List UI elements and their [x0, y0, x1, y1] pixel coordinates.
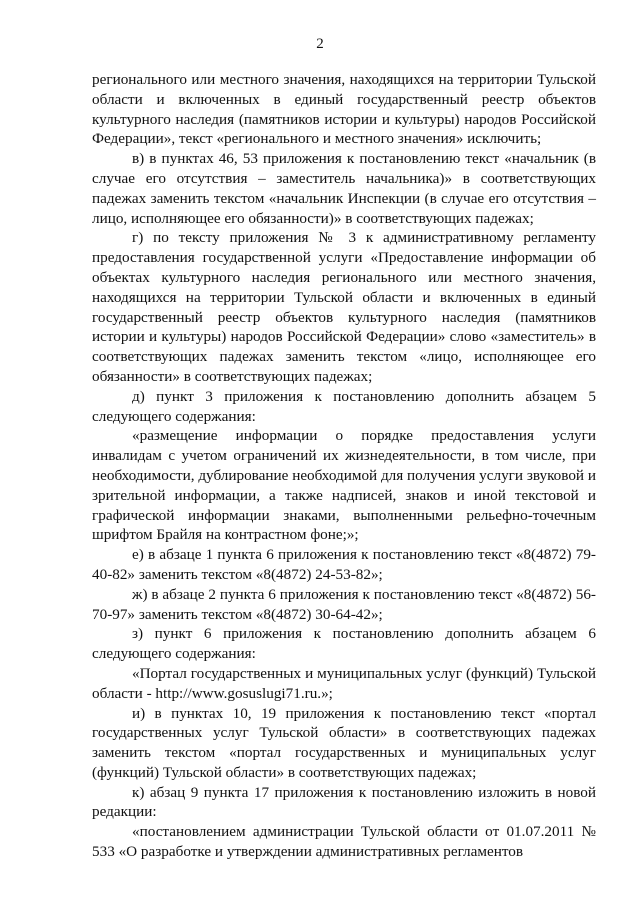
paragraph-item-e: е) в абзаце 1 пункта 6 приложения к постановлению текст «8(4872) 79-40-82» заменить текстом «8(4872) 24-53-82»;: [92, 546, 596, 583]
paragraph-item-k: к) абзац 9 пункта 17 приложения к постановлению изложить в новой редакции:: [92, 783, 596, 821]
paragraph-item-i: и) в пунктах 10, 19 приложения к постановлению текст «портал государственных услуг Тульской области» в соответствующих падежах заменить текстом «портал государственных и муниципальных услуг (функций) Тульской области» в соответствующих падежах;: [92, 704, 596, 781]
paragraph-item-zh: ж) в абзаце 2 пункта 6 приложения к постановлению текст «8(4872) 56-70-97» заменить текстом «8(4872) 30-64-42»;: [92, 585, 596, 623]
document-body: [92, 70, 596, 862]
page-number: 2: [316, 36, 324, 52]
paragraph-item-v: в) в пунктах 46, 53 приложения к постановлению текст «начальник (в случае его отсутствия – заместитель начальника)» в соответствующих падежах заменить текстом «начальник Инспекции (в случае его отсутствия – лицо, исполняющее его обязанности)» в соответствующих падежах;: [92, 150, 596, 227]
paragraph-item-d: д) пункт 3 приложения к постановлению дополнить абзацем 5 следующего содержания:: [92, 387, 596, 425]
paragraph-item-z: з) пункт 6 приложения к постановлению дополнить абзацем 6 следующего содержания:: [92, 625, 596, 663]
paragraph-continuation: регионального или местного значения, находящихся на территории Тульской области и включенных в единый государственный реестр объектов культурного наследия (памятников истории и культуры) народов Российской Федерации», текст «регионального и местного значения» исключить;: [92, 71, 596, 148]
paragraph-quote-portal: «Портал государственных и муниципальных услуг (функций) Тульской области - http://www.gosuslugi71.ru.»;: [92, 664, 596, 702]
paragraph-quote-resolution: «постановлением администрации Тульской области от 01.07.2011 № 533 «О разработке и утверждении административных регламентов: [92, 823, 596, 861]
paragraph-quote-accessibility: «размещение информации о порядке предоставления услуги инвалидам с учетом ограничений их жизнедеятельности, в том числе, при необходимости, дублирование необходимой для получения услуги звуковой и зрительной информации, а также надписей, знаков и иной текстовой и графической информации знаками, выполненными рельефно-точечным шрифтом Брайля на контрастном фоне;»;: [92, 427, 596, 544]
paragraph-item-g: г) по тексту приложения № 3 к административному регламенту предоставления государственной услуги «Предоставление информации об объектах культурного наследия регионального или местного значения, находящихся на территории Тульской области и включенных в единый государственный реестр объектов культурного наследия (памятников истории и культуры) народов Российской Федерации» слово «заместитель» в соответствующих падежах заменить текстом «лицо, исполняющее его обязанности» в соответствующих падежах;: [92, 229, 596, 385]
